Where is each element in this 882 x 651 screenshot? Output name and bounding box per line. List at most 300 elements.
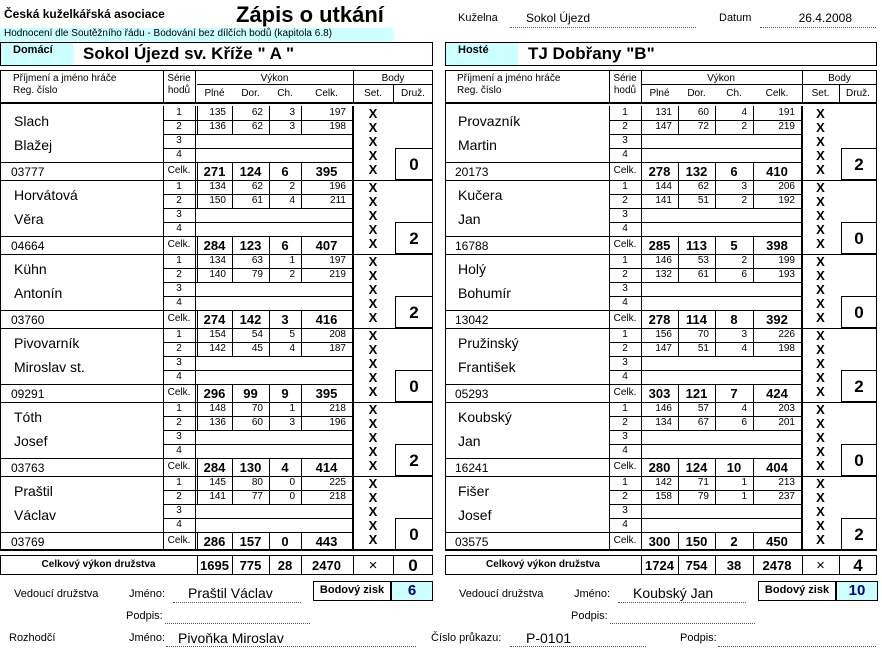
- col-header-team-points: Druž.: [401, 88, 425, 99]
- reg-line: [445, 458, 609, 459]
- player-surname: Kühn: [14, 261, 47, 277]
- col-header-dor: Dor.: [687, 88, 706, 99]
- series-number: 4: [622, 371, 628, 382]
- series-value: 62: [697, 181, 709, 192]
- series-value: 4: [289, 343, 295, 354]
- referee-name[interactable]: Pivoňka Miroslav: [178, 630, 284, 646]
- set-x-mark: X: [368, 106, 378, 121]
- grid-line: [802, 106, 803, 180]
- set-x-mark: X: [816, 476, 825, 491]
- series-number: 2: [622, 417, 628, 428]
- player-total-value: 278: [648, 312, 671, 327]
- player-reg-number: 04664: [11, 239, 45, 253]
- grid-line: [353, 180, 354, 254]
- player-reg-number: 20173: [455, 165, 489, 179]
- series-value: 132: [655, 269, 672, 280]
- set-x-mark: X: [816, 458, 825, 473]
- series-value: 146: [655, 255, 672, 266]
- series-number: 4: [622, 149, 628, 160]
- set-x-mark: X: [368, 194, 378, 209]
- series-value: 144: [655, 181, 672, 192]
- player-total-value: 9: [281, 386, 289, 401]
- col-header-celk: Celk.: [765, 88, 789, 99]
- series-value: 2: [289, 181, 295, 192]
- player-firstname: Václav: [14, 507, 57, 523]
- series-value: 191: [778, 107, 795, 118]
- header-divider: [0, 103, 433, 104]
- date-label: Datum: [719, 12, 752, 24]
- player-firstname: Martin: [458, 137, 497, 153]
- series-value: 1: [741, 477, 747, 488]
- team-total-x: ×: [816, 557, 825, 574]
- player-points: 0: [854, 303, 864, 322]
- player-surname: Fišer: [458, 483, 490, 499]
- grid-line: [197, 84, 433, 85]
- leader-sign-line[interactable]: [165, 623, 310, 624]
- grid-line: [195, 70, 196, 102]
- grid-line: [195, 106, 196, 180]
- series-value: 70: [251, 403, 263, 414]
- referee-name-label: Jméno:: [129, 632, 166, 644]
- set-x-mark: X: [368, 296, 378, 311]
- series-value: 213: [778, 477, 795, 488]
- series-value: 141: [209, 491, 226, 502]
- player-surname: Holý: [458, 261, 487, 277]
- team-name: TJ Dobřany "B": [528, 44, 655, 63]
- series-value: 158: [655, 491, 672, 502]
- player-firstname: Věra: [14, 211, 44, 227]
- series-number: 2: [176, 417, 182, 428]
- series-value: 80: [251, 477, 263, 488]
- col-header-performance: Výkon: [260, 73, 289, 84]
- series-number: 1: [176, 329, 182, 340]
- total-label: Celk.: [167, 535, 191, 546]
- player-firstname: Miroslav st.: [14, 359, 85, 375]
- team-total-value: 2470: [312, 558, 341, 573]
- set-x-mark: X: [816, 296, 825, 311]
- player-total-value: 285: [648, 238, 671, 253]
- player-reg-number: 03763: [11, 461, 45, 475]
- player-firstname: Blažej: [14, 137, 53, 153]
- series-number: 3: [622, 357, 628, 368]
- rules-subtitle: Hodnocení dle Soutěžního řádu - Bodování bez dílčích bodů (kapitola 6.8): [0, 28, 393, 41]
- series-number: 2: [176, 343, 182, 354]
- series-row-line: [609, 134, 801, 135]
- series-value: 6: [741, 269, 747, 280]
- player-total-value: 404: [766, 460, 788, 475]
- player-points: 0: [409, 525, 419, 544]
- team-role-label: Domácí: [1, 43, 73, 65]
- series-number: 2: [622, 195, 628, 206]
- series-value: 134: [209, 181, 226, 192]
- venue-label: Kuželna: [458, 12, 498, 24]
- leader-sign-label: Podpis:: [126, 610, 163, 622]
- player-total-value: 130: [239, 460, 262, 475]
- leader-sign-line[interactable]: [610, 623, 755, 624]
- total-label: Celk.: [167, 239, 191, 250]
- team-total-x: ×: [368, 557, 378, 574]
- player-total-value: 157: [239, 534, 262, 549]
- player-divider: [0, 550, 433, 551]
- col-header-series: Série: [613, 73, 637, 84]
- player-reg-number: 16788: [455, 239, 489, 253]
- series-number: 4: [622, 519, 628, 530]
- player-points: 0: [854, 229, 864, 248]
- series-row-line: [163, 310, 352, 311]
- series-number: 1: [176, 477, 182, 488]
- col-header-celk: Celk.: [315, 88, 338, 99]
- series-row-line: [163, 444, 352, 445]
- player-surname: Praštil: [14, 483, 53, 499]
- set-x-mark: X: [816, 194, 825, 209]
- player-total-value: 132: [685, 164, 708, 179]
- player-total-value: 5: [730, 238, 738, 253]
- player-surname: Kučera: [458, 187, 503, 203]
- player-total-value: 124: [239, 164, 262, 179]
- series-value: 1: [741, 491, 747, 502]
- team-total-value: 28: [277, 558, 293, 573]
- set-x-mark: X: [816, 342, 825, 357]
- points-gain-value: 6: [407, 582, 417, 599]
- team-total-value: 754: [685, 558, 708, 573]
- total-label: Celk.: [613, 165, 637, 176]
- series-row-line: [609, 518, 801, 519]
- header-divider: [445, 103, 877, 104]
- grid-line: [609, 70, 610, 102]
- set-x-mark: X: [816, 180, 825, 195]
- series-number: 3: [176, 135, 182, 146]
- set-x-mark: X: [816, 106, 825, 121]
- player-total-value: 300: [648, 534, 671, 549]
- player-points: 0: [409, 155, 419, 174]
- player-total-value: 121: [685, 386, 708, 401]
- set-x-mark: X: [368, 416, 378, 431]
- player-total-value: 278: [648, 164, 671, 179]
- series-value: 156: [655, 329, 672, 340]
- total-label: Celk.: [167, 313, 191, 324]
- grid-line: [195, 476, 196, 550]
- series-value: 1: [289, 255, 295, 266]
- set-x-mark: X: [368, 342, 378, 357]
- set-x-mark: X: [368, 282, 378, 297]
- series-value: 62: [251, 107, 263, 118]
- series-value: 206: [778, 181, 795, 192]
- col-header-plne: Plné: [204, 88, 225, 99]
- series-row-line: [609, 208, 801, 209]
- set-x-mark: X: [368, 384, 378, 399]
- player-surname: Slach: [14, 113, 50, 129]
- series-number: 4: [176, 371, 182, 382]
- set-x-mark: X: [368, 532, 378, 547]
- set-x-mark: X: [368, 120, 378, 135]
- series-value: 4: [289, 195, 295, 206]
- series-value: 134: [655, 417, 672, 428]
- player-points: 0: [854, 451, 864, 470]
- team-total-label: Celkový výkon družstva: [41, 559, 156, 570]
- player-reg-number: 09291: [11, 387, 45, 401]
- grid-line: [163, 70, 164, 102]
- set-x-mark: X: [816, 430, 825, 445]
- series-value: 3: [289, 417, 295, 428]
- player-firstname: Antonín: [14, 285, 63, 301]
- total-label: Celk.: [167, 165, 191, 176]
- leader-label: Vedoucí družstva: [459, 588, 544, 600]
- series-number: 1: [176, 403, 182, 414]
- series-value: 199: [778, 255, 795, 266]
- player-surname: Koubský: [458, 409, 512, 425]
- set-x-mark: X: [368, 268, 378, 283]
- date-value[interactable]: 26.4.2008: [798, 11, 852, 25]
- series-number: 4: [176, 519, 182, 530]
- player-points: 2: [854, 525, 864, 544]
- series-row-line: [163, 208, 352, 209]
- leader-underline: [173, 602, 301, 603]
- referee-sign-line[interactable]: [718, 646, 876, 647]
- player-reg-number: 03769: [11, 535, 45, 549]
- series-value: 77: [251, 491, 263, 502]
- series-number: 2: [176, 121, 182, 132]
- player-total-value: 416: [315, 312, 338, 327]
- set-x-mark: X: [816, 148, 825, 163]
- team-points: 4: [853, 556, 863, 575]
- player-firstname: Josef: [458, 507, 492, 523]
- player-total-value: 123: [239, 238, 262, 253]
- player-points: 2: [854, 155, 864, 174]
- series-number: 4: [622, 445, 628, 456]
- series-row-line: [163, 148, 352, 149]
- points-gain-label: Bodový zisk: [764, 584, 830, 596]
- player-surname: Tóth: [14, 409, 43, 425]
- series-value: 62: [251, 181, 263, 192]
- player-reg-number: 03575: [455, 535, 489, 549]
- player-total-value: 4: [281, 460, 289, 475]
- col-header-series: hodů: [613, 85, 637, 96]
- player-total-value: 10: [726, 460, 742, 475]
- reg-line: [445, 532, 609, 533]
- col-header-reg: Reg. číslo: [13, 85, 58, 96]
- series-row-line: [163, 370, 352, 371]
- series-number: 1: [176, 181, 182, 192]
- series-number: 3: [176, 283, 182, 294]
- venue-value[interactable]: Sokol Újezd: [526, 11, 591, 25]
- series-value: 141: [655, 195, 672, 206]
- set-x-mark: X: [816, 134, 825, 149]
- series-value: 2: [741, 255, 747, 266]
- player-total-value: 395: [315, 386, 338, 401]
- series-number: 3: [622, 209, 628, 220]
- total-label: Celk.: [613, 535, 637, 546]
- series-value: 4: [741, 107, 747, 118]
- series-value: 3: [289, 107, 295, 118]
- total-label: Celk.: [613, 461, 637, 472]
- series-value: 134: [209, 255, 226, 266]
- series-number: 1: [622, 107, 628, 118]
- reg-line: [445, 310, 609, 311]
- set-x-mark: X: [368, 490, 378, 505]
- series-row-line: [609, 504, 801, 505]
- series-row-line: [163, 222, 352, 223]
- series-value: 54: [251, 329, 263, 340]
- series-number: 1: [622, 181, 628, 192]
- series-value: 150: [209, 195, 226, 206]
- series-value: 1: [289, 403, 295, 414]
- series-value: 145: [209, 477, 226, 488]
- series-value: 197: [329, 107, 346, 118]
- referee-underline: [166, 646, 416, 647]
- set-x-mark: X: [816, 208, 825, 223]
- total-label: Celk.: [613, 387, 637, 398]
- series-value: 4: [741, 343, 747, 354]
- series-number: 3: [176, 431, 182, 442]
- set-x-mark: X: [368, 236, 378, 251]
- series-row-line: [163, 518, 352, 519]
- grid-line: [802, 402, 803, 476]
- player-reg-number: 16241: [455, 461, 489, 475]
- series-value: 208: [329, 329, 346, 340]
- grid-line: [195, 402, 196, 476]
- grid-line: [641, 70, 642, 102]
- series-number: 4: [622, 223, 628, 234]
- player-surname: Horvátová: [14, 187, 78, 203]
- series-value: 193: [778, 269, 795, 280]
- player-firstname: František: [458, 359, 516, 375]
- series-value: 60: [251, 417, 263, 428]
- grid-line: [641, 84, 877, 85]
- series-value: 136: [209, 417, 226, 428]
- series-row-line: [163, 296, 352, 297]
- series-value: 67: [697, 417, 709, 428]
- grid-line: [353, 402, 354, 476]
- referee-sign-label: Podpis:: [680, 632, 717, 644]
- series-value: 57: [697, 403, 709, 414]
- date-underline: [760, 27, 876, 28]
- player-total-value: 414: [315, 460, 338, 475]
- set-x-mark: X: [816, 222, 825, 237]
- set-x-mark: X: [816, 416, 825, 431]
- set-x-mark: X: [816, 310, 825, 325]
- grid-line: [353, 476, 354, 550]
- col-header-name: Příjmení a jméno hráče: [13, 73, 117, 84]
- set-x-mark: X: [368, 430, 378, 445]
- series-value: 218: [329, 403, 346, 414]
- series-value: 51: [697, 343, 709, 354]
- series-value: 45: [251, 343, 263, 354]
- set-x-mark: X: [816, 162, 825, 177]
- series-number: 4: [176, 297, 182, 308]
- series-number: 1: [176, 255, 182, 266]
- series-value: 192: [778, 195, 795, 206]
- set-x-mark: X: [816, 120, 825, 135]
- set-x-mark: X: [368, 370, 378, 385]
- series-row-line: [609, 222, 801, 223]
- series-row-line: [163, 134, 352, 135]
- set-x-mark: X: [816, 384, 825, 399]
- player-firstname: Bohumír: [458, 285, 511, 301]
- set-x-mark: X: [816, 370, 825, 385]
- player-total-value: 443: [315, 534, 338, 549]
- player-total-value: 392: [766, 312, 788, 327]
- series-value: 60: [697, 107, 709, 118]
- player-reg-number: 05293: [455, 387, 489, 401]
- player-reg-number: 03777: [11, 165, 45, 179]
- series-number: 3: [622, 431, 628, 442]
- team-total-value: 775: [239, 558, 262, 573]
- grid-line: [802, 476, 803, 550]
- player-points: 2: [854, 377, 864, 396]
- player-total-value: 7: [730, 386, 738, 401]
- card-number[interactable]: P-0101: [526, 630, 572, 646]
- card-label: Číslo průkazu:: [431, 632, 502, 644]
- set-x-mark: X: [368, 518, 378, 533]
- series-value: 0: [289, 491, 295, 502]
- series-row-line: [163, 458, 352, 459]
- series-value: 135: [209, 107, 226, 118]
- player-total-value: 124: [685, 460, 708, 475]
- series-value: 79: [697, 491, 709, 502]
- series-number: 4: [176, 223, 182, 234]
- set-x-mark: X: [816, 518, 825, 533]
- set-x-mark: X: [816, 532, 825, 547]
- series-value: 196: [329, 417, 346, 428]
- series-number: 2: [622, 491, 628, 502]
- series-value: 201: [778, 417, 795, 428]
- series-row-line: [163, 282, 352, 283]
- org-name: Česká kuželkářská asociace: [4, 7, 165, 21]
- leader-name[interactable]: Koubský Jan: [633, 585, 714, 601]
- series-number: 2: [622, 121, 628, 132]
- player-points: 0: [409, 377, 419, 396]
- series-value: 3: [741, 181, 747, 192]
- grid-line: [195, 254, 196, 328]
- leader-underline: [618, 602, 746, 603]
- grid-line: [353, 254, 354, 328]
- player-firstname: Josef: [14, 433, 48, 449]
- series-number: 1: [622, 403, 628, 414]
- player-total-value: 450: [766, 534, 788, 549]
- set-x-mark: X: [368, 476, 378, 491]
- series-row-line: [609, 532, 801, 533]
- series-row-line: [609, 236, 801, 237]
- series-row-line: [163, 430, 352, 431]
- col-header-reg: Reg. číslo: [457, 85, 502, 96]
- player-firstname: Jan: [458, 433, 481, 449]
- leader-name-label: Jméno:: [129, 588, 166, 600]
- player-total-value: 0: [281, 534, 289, 549]
- series-value: 2: [741, 121, 747, 132]
- team-total-label: Celkový výkon družstva: [486, 559, 600, 570]
- total-label: Celk.: [613, 239, 637, 250]
- leader-name[interactable]: Praštil Václav: [188, 585, 273, 601]
- set-x-mark: X: [816, 268, 825, 283]
- set-x-mark: X: [368, 134, 378, 149]
- set-x-mark: X: [368, 180, 378, 195]
- series-row-line: [163, 356, 352, 357]
- series-row-line: [609, 310, 801, 311]
- team-total-value: 38: [726, 558, 742, 573]
- total-label: Celk.: [167, 387, 191, 398]
- set-x-mark: X: [816, 402, 825, 417]
- series-row-line: [609, 356, 801, 357]
- series-number: 2: [176, 195, 182, 206]
- series-row-line: [609, 444, 801, 445]
- grid-line: [802, 70, 803, 102]
- series-number: 1: [176, 107, 182, 118]
- col-header-team-points: Druž.: [846, 88, 870, 99]
- series-value: 198: [778, 343, 795, 354]
- player-firstname: Jan: [458, 211, 481, 227]
- series-row-line: [163, 162, 352, 163]
- series-number: 1: [622, 477, 628, 488]
